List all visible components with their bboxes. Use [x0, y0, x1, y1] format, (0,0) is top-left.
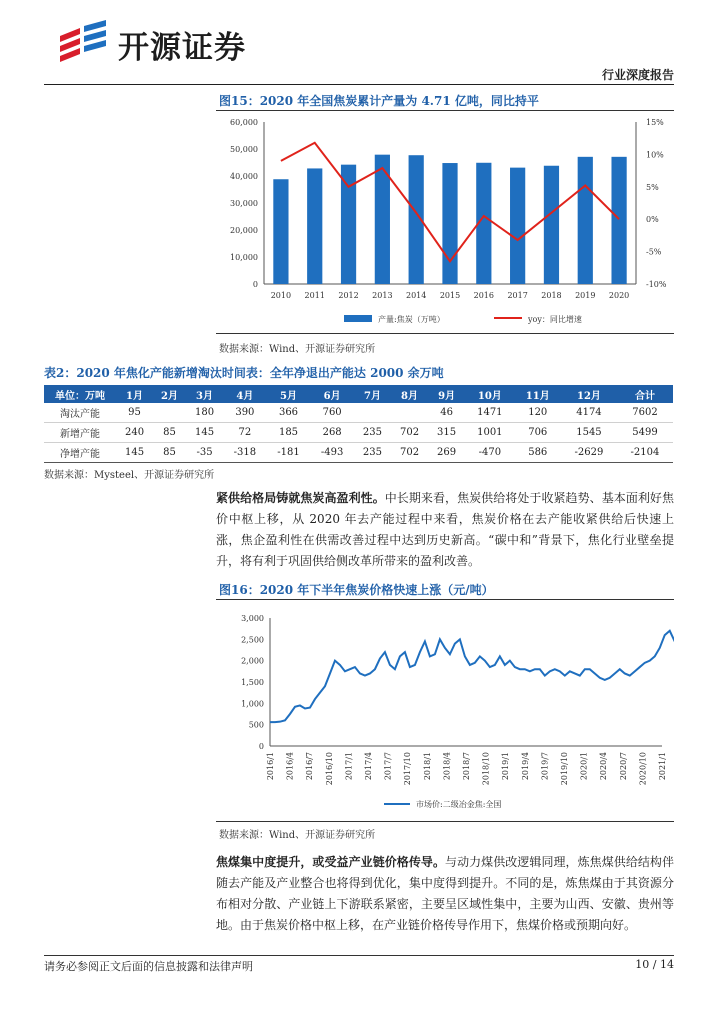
x-tick-label: 2018 — [541, 291, 562, 300]
table-cell: 1471 — [465, 403, 514, 423]
x-tick-label: 2010 — [270, 291, 292, 300]
x-tick-label: 2012 — [338, 291, 359, 300]
figure16-chart — [216, 602, 674, 820]
figure15-source: 数据来源：Wind、开源证券研究所 — [219, 344, 376, 355]
table-header-cell: 9月 — [428, 385, 465, 403]
y-tick-label: 3,000 — [241, 614, 264, 623]
table-row — [44, 443, 673, 463]
x-tick-label: 2021/1 — [658, 752, 667, 781]
table-cell: 235 — [354, 443, 391, 463]
table-cell: 586 — [515, 443, 561, 463]
table-header-cell: 5月 — [267, 385, 311, 403]
coke-price-line — [270, 631, 674, 722]
table-cell: 1001 — [465, 423, 514, 443]
legend-bar-swatch — [344, 315, 372, 322]
left-tick-label: 10,000 — [230, 253, 258, 262]
table-cell: -493 — [310, 443, 354, 463]
table-cell: -318 — [223, 443, 267, 463]
production-bar — [510, 168, 525, 284]
table-cell: 95 — [116, 403, 153, 423]
figure15-top-rule — [216, 110, 674, 111]
legend-bar-label: 产量:焦炭（万吨） — [378, 315, 445, 324]
table-cell: 235 — [354, 423, 391, 443]
right-tick-label: -10% — [646, 280, 667, 289]
production-bar — [442, 163, 457, 284]
x-tick-label: 2020/7 — [618, 752, 628, 781]
table-cell: -2629 — [561, 443, 617, 463]
footer-rule — [44, 955, 674, 956]
x-tick-label: 2019/7 — [540, 752, 550, 781]
figure15-chart — [216, 112, 674, 332]
table-cell: 702 — [391, 423, 428, 443]
paragraph-lead: 紧供给格局铸就焦炭高盈利性。 — [216, 491, 385, 505]
x-tick-label: 2018/7 — [462, 752, 471, 781]
x-tick-label: 2013 — [372, 291, 393, 300]
table-cell: 185 — [267, 423, 311, 443]
header — [0, 0, 724, 90]
legend-line-label: yoy：同比增速 — [528, 315, 582, 324]
production-bar — [578, 157, 593, 284]
table-cell: -35 — [186, 443, 223, 463]
x-tick-label: 2018/4 — [442, 752, 452, 781]
table2-caption: 表2：2020 年焦化产能新增淘汰时间表：全年净退出产能达 2000 余万吨 — [44, 366, 444, 380]
left-tick-label: 30,000 — [230, 199, 258, 208]
table-header-cell: 1月 — [116, 385, 153, 403]
table-cell: 5499 — [617, 423, 673, 443]
x-tick-label: 2016/1 — [266, 752, 275, 781]
production-bar — [611, 157, 626, 284]
left-tick-label: 0 — [252, 280, 258, 289]
x-tick-label: 2020/4 — [599, 752, 609, 781]
table-cell — [354, 403, 391, 423]
figure15-caption: 图15：2020 年全国焦炭累计产量为 4.71 亿吨，同比持平 — [219, 94, 539, 108]
left-tick-label: 60,000 — [230, 118, 258, 127]
x-tick-label: 2017/4 — [364, 752, 373, 781]
right-tick-label: 15% — [646, 118, 664, 127]
table-header-row — [44, 385, 673, 403]
table-cell: 72 — [223, 423, 267, 443]
table-header-cell: 2月 — [153, 385, 186, 403]
x-tick-label: 2019 — [575, 291, 596, 300]
x-tick-label: 2014 — [406, 291, 427, 300]
x-tick-label: 2020 — [608, 291, 630, 300]
y-tick-label: 1,000 — [241, 699, 264, 709]
figure16-top-rule — [216, 599, 674, 600]
paragraph-body: 与动力煤供改逻辑同理，炼焦煤供给结构伴随去产能及产业整合也将得到优化，集中度得到提升。不同的是，炼焦煤由于其资源分布相对分散、产业链上下游联系紧密，主要呈区域性集中，主要为山西、安徽、贵州等地。由于焦炭价格中枢上移，在产业链价格传导作用下，焦煤价格或预期向好。 — [216, 855, 674, 932]
table-cell: 269 — [428, 443, 465, 463]
table-cell: 268 — [310, 423, 354, 443]
table-cell: 120 — [515, 403, 561, 423]
table-cell: 7602 — [617, 403, 673, 423]
table-cell: -181 — [267, 443, 311, 463]
production-bar — [273, 179, 288, 284]
page-number: 10 / 14 — [635, 958, 674, 971]
logo-icon — [58, 20, 108, 66]
figure16-source: 数据来源：Wind、开源证券研究所 — [219, 830, 376, 841]
table-cell: 706 — [515, 423, 561, 443]
paragraph-body: 中长期来看，焦炭供给将处于收紧趋势、基本面利好焦价中枢上移，从 2020 年去产能过程中来看，焦炭价格在去产能收紧供给后快速上涨，焦企盈利性在供需改善过程中达到历史新高。“碳中和”背景下，焦化行业壁垒提升，将有利于巩固供给侧改革所带来的盈利改善。 — [216, 491, 674, 568]
y-tick-label: 2,500 — [241, 635, 264, 645]
paragraph-coking-coal — [216, 852, 674, 936]
footer-disclaimer: 请务必参阅正文后面的信息披露和法律声明 — [44, 960, 253, 973]
table-cell: 净增产能 — [44, 443, 116, 463]
left-tick-label: 40,000 — [230, 172, 258, 181]
table-cell: 85 — [153, 423, 186, 443]
production-bar — [341, 165, 356, 284]
report-type: 行业深度报告 — [601, 68, 674, 82]
capacity-table — [44, 385, 673, 463]
y-tick-label: 500 — [248, 720, 264, 730]
table-header-cell: 12月 — [561, 385, 617, 403]
x-tick-label: 2015 — [439, 291, 461, 300]
x-tick-label: 2017/1 — [344, 752, 354, 781]
production-bar — [544, 166, 559, 284]
table-cell: 4174 — [561, 403, 617, 423]
table-cell: 390 — [223, 403, 267, 423]
x-tick-label: 2016/7 — [305, 752, 315, 781]
table-cell: 145 — [186, 423, 223, 443]
table-cell: 240 — [116, 423, 153, 443]
table-header-cell: 3月 — [186, 385, 223, 403]
table-header-cell: 6月 — [310, 385, 354, 403]
right-tick-label: 0% — [646, 215, 659, 225]
right-tick-label: -5% — [646, 247, 662, 257]
figure15-bottom-rule — [216, 333, 674, 334]
x-tick-label: 2011 — [304, 291, 325, 300]
table-cell: 1545 — [561, 423, 617, 443]
table-header-cell: 8月 — [391, 385, 428, 403]
right-tick-label: 5% — [646, 182, 659, 192]
left-tick-label: 20,000 — [230, 226, 258, 235]
y-tick-label: 2,000 — [241, 656, 264, 666]
table2-source: 数据来源：Mysteel、开源证券研究所 — [44, 470, 215, 481]
table-cell: -2104 — [617, 443, 673, 463]
x-tick-label: 2018/10 — [481, 752, 491, 786]
x-tick-label: 2017/10 — [403, 752, 413, 786]
table-header-cell: 7月 — [354, 385, 391, 403]
x-tick-label: 2020/10 — [638, 752, 648, 786]
table-cell: 淘汰产能 — [44, 403, 116, 423]
header-rule — [44, 84, 674, 85]
y-tick-label: 0 — [258, 742, 264, 751]
table-cell — [391, 403, 428, 423]
table-cell: 180 — [186, 403, 223, 423]
x-tick-label: 2016/4 — [285, 752, 295, 781]
x-tick-label: 2019/4 — [520, 752, 530, 781]
right-tick-label: 10% — [646, 150, 664, 160]
figure16-bottom-rule — [216, 821, 674, 822]
table-header-cell: 4月 — [223, 385, 267, 403]
table-row — [44, 423, 673, 443]
table-cell: 366 — [267, 403, 311, 423]
table-header-cell: 合计 — [617, 385, 673, 403]
table-header-cell: 单位：万吨 — [44, 385, 116, 403]
table-cell: 760 — [310, 403, 354, 423]
y-tick-label: 1,500 — [241, 678, 264, 687]
figure16-caption: 图16：2020 年下半年焦炭价格快速上涨（元/吨） — [219, 583, 494, 597]
x-tick-label: 2020/1 — [579, 752, 589, 781]
table-cell: 145 — [116, 443, 153, 463]
table-cell — [153, 403, 186, 423]
x-tick-label: 2016 — [473, 291, 494, 300]
x-tick-label: 2017/7 — [383, 752, 393, 781]
production-bar — [307, 168, 322, 284]
paragraph-coke-supply — [216, 488, 674, 572]
legend-line-label: 市场价:二级冶金焦:全国 — [416, 800, 502, 809]
table-cell: -470 — [465, 443, 514, 463]
table-cell: 85 — [153, 443, 186, 463]
logo-text: 开源证券 — [118, 30, 246, 66]
table-cell: 新增产能 — [44, 423, 116, 443]
table-row — [44, 403, 673, 423]
x-tick-label: 2019/10 — [560, 752, 569, 786]
table-header-cell: 11月 — [515, 385, 561, 403]
table-cell: 702 — [391, 443, 428, 463]
x-tick-label: 2018/1 — [422, 752, 432, 781]
x-tick-label: 2017 — [507, 291, 528, 300]
x-tick-label: 2019/1 — [501, 752, 511, 781]
table-cell: 46 — [428, 403, 465, 423]
x-tick-label: 2016/10 — [324, 752, 334, 786]
paragraph-lead: 焦煤集中度提升，或受益产业链价格传导。 — [216, 855, 446, 869]
table-cell: 315 — [428, 423, 465, 443]
left-tick-label: 50,000 — [230, 145, 258, 154]
table-header-cell: 10月 — [465, 385, 514, 403]
